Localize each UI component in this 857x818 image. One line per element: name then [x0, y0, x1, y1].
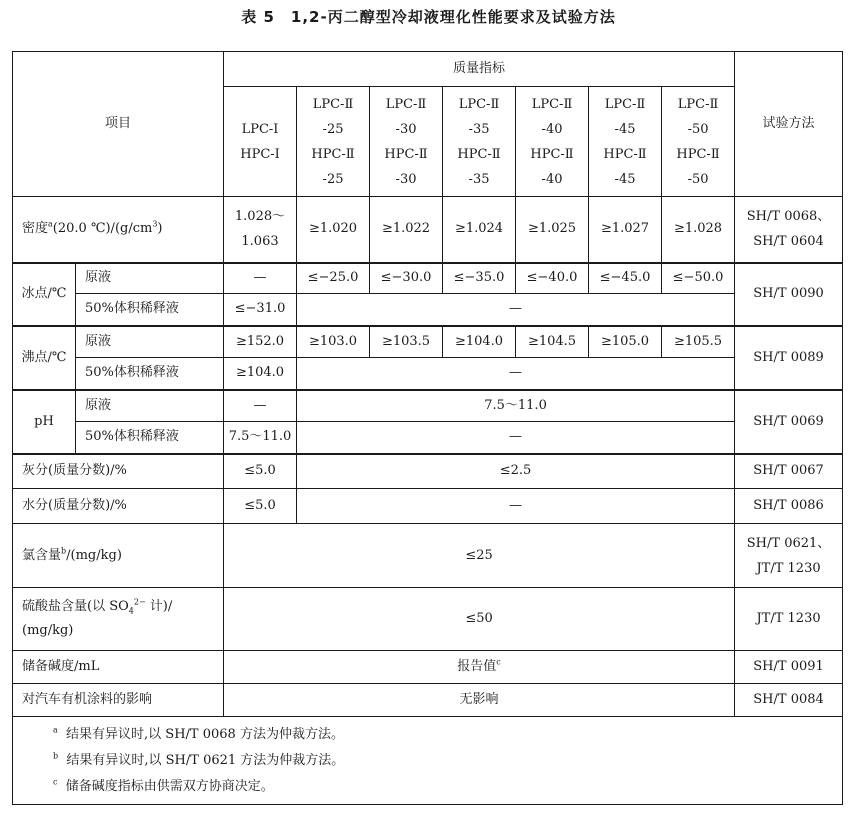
freeze-label: 冰点/℃ — [13, 263, 76, 326]
reserve-method: SH/T 0091 — [735, 651, 843, 684]
ash-method: SH/T 0067 — [735, 454, 843, 489]
note-item: $^b$ 结果有异议时,以 SH/T 0621 方法为仲裁方法。 — [53, 751, 345, 768]
chlorine-row — [13, 524, 843, 588]
grade-cell: LPC-Ⅰ HPC-Ⅰ — [224, 87, 297, 197]
water-value: ≤5.0 — [224, 489, 297, 524]
density-value: ≥1.025 — [516, 197, 589, 263]
freeze-row-b — [13, 294, 843, 326]
freeze-value: ≤−25.0 — [297, 263, 370, 294]
water-row — [13, 489, 843, 524]
notes — [13, 717, 843, 805]
density-value: ≥1.020 — [297, 197, 370, 263]
header-row — [13, 52, 843, 87]
freeze-value: — — [297, 294, 735, 326]
boil-value: ≥105.0 — [589, 326, 662, 358]
freeze-value: ≤−40.0 — [516, 263, 589, 294]
ash-row — [13, 454, 843, 489]
ash-value: ≤2.5 — [297, 454, 735, 489]
ph-value: 7.5～11.0 — [224, 422, 297, 454]
boil-value: ≥105.5 — [662, 326, 735, 358]
ph-row-b — [13, 422, 843, 454]
paint-method: SH/T 0084 — [735, 684, 843, 717]
grade-cell: LPC-Ⅱ -30 HPC-Ⅱ -30 — [370, 87, 443, 197]
grade-cell: LPC-Ⅱ -50 HPC-Ⅱ -50 — [662, 87, 735, 197]
density-value: 1.028～ 1.063 — [224, 197, 297, 263]
density-label: 密度$^a$(20.0 $℃)/(g/cm^3)$ — [13, 197, 224, 263]
ph-sub1: 原液 — [76, 390, 224, 422]
density-row — [13, 197, 843, 263]
freeze-row-a — [13, 263, 843, 294]
freeze-value: ≤−35.0 — [443, 263, 516, 294]
paint-row — [13, 684, 843, 717]
ash-label: 灰分(质量分数)/% — [13, 454, 224, 489]
boil-sub1: 原液 — [76, 326, 224, 358]
density-value: ≥1.028 — [662, 197, 735, 263]
freeze-value: ≤−31.0 — [224, 294, 297, 326]
ph-sub2: 50%体积稀释液 — [76, 422, 224, 454]
water-method: SH/T 0086 — [735, 489, 843, 524]
spec-table — [12, 51, 843, 805]
boil-value: ≥104.5 — [516, 326, 589, 358]
density-value: ≥1.022 — [370, 197, 443, 263]
sulfate-value: ≤50 — [224, 588, 735, 651]
reserve-value: 报告值$^c$ — [224, 651, 735, 684]
chlorine-method: SH/T 0621、 JT/T 1230 — [735, 524, 843, 588]
freeze-sub2: 50%体积稀释液 — [76, 294, 224, 326]
boil-row-a — [13, 326, 843, 358]
boil-value: ≥104.0 — [443, 326, 516, 358]
freeze-method: SH/T 0090 — [735, 263, 843, 326]
note-item: $^a$ 结果有异议时,以 SH/T 0068 方法为仲裁方法。 — [53, 725, 344, 742]
boil-label: 沸点/℃ — [13, 326, 76, 390]
density-value: ≥1.024 — [443, 197, 516, 263]
freeze-value: ≤−30.0 — [370, 263, 443, 294]
ph-row-a — [13, 390, 843, 422]
table-title: 表 5 1,2-丙二醇型冷却液理化性能要求及试验方法 — [241, 8, 616, 26]
boil-value: ≥103.0 — [297, 326, 370, 358]
paint-value: 无影响 — [224, 684, 735, 717]
grade-cell: LPC-Ⅱ -40 HPC-Ⅱ -40 — [516, 87, 589, 197]
header-quality: 质量指标 — [224, 52, 735, 87]
sulfate-label: 硫酸盐含量(以 $SO_4^{2-}$ 计)/ (mg/kg) — [13, 588, 224, 651]
ash-value: ≤5.0 — [224, 454, 297, 489]
boil-method: SH/T 0089 — [735, 326, 843, 390]
header-item: 项目 — [13, 52, 224, 197]
chlorine-value: ≤25 — [224, 524, 735, 588]
paint-label: 对汽车有机涂料的影响 — [13, 684, 224, 717]
freeze-sub1: 原液 — [76, 263, 224, 294]
sulfate-method: JT/T 1230 — [735, 588, 843, 651]
grade-cell: LPC-Ⅱ -45 HPC-Ⅱ -45 — [589, 87, 662, 197]
water-label: 水分(质量分数)/% — [13, 489, 224, 524]
ph-method: SH/T 0069 — [735, 390, 843, 454]
ph-value: — — [224, 390, 297, 422]
boil-sub2: 50%体积稀释液 — [76, 358, 224, 390]
reserve-label: 储备碱度/mL — [13, 651, 224, 684]
ph-label: pH — [13, 390, 76, 454]
freeze-value: ≤−50.0 — [662, 263, 735, 294]
density-value: ≥1.027 — [589, 197, 662, 263]
boil-row-b — [13, 358, 843, 390]
boil-value: ≥103.5 — [370, 326, 443, 358]
boil-value: — — [297, 358, 735, 390]
water-value: — — [297, 489, 735, 524]
grade-cell: LPC-Ⅱ -35 HPC-Ⅱ -35 — [443, 87, 516, 197]
density-method: SH/T 0068、 SH/T 0604 — [735, 197, 843, 263]
note-item: $^c$ 储备碱度指标由供需双方协商决定。 — [53, 777, 274, 794]
notes-row — [13, 717, 843, 805]
boil-value: ≥152.0 — [224, 326, 297, 358]
reserve-row — [13, 651, 843, 684]
ph-value: 7.5～11.0 — [297, 390, 735, 422]
chlorine-label: 氯含量$^b$/(mg/kg) — [13, 524, 224, 588]
boil-value: ≥104.0 — [224, 358, 297, 390]
ph-value: — — [297, 422, 735, 454]
freeze-value: — — [224, 263, 297, 294]
header-method: 试验方法 — [735, 52, 843, 197]
freeze-value: ≤−45.0 — [589, 263, 662, 294]
grade-cell: LPC-Ⅱ -25 HPC-Ⅱ -25 — [297, 87, 370, 197]
sulfate-row — [13, 588, 843, 651]
